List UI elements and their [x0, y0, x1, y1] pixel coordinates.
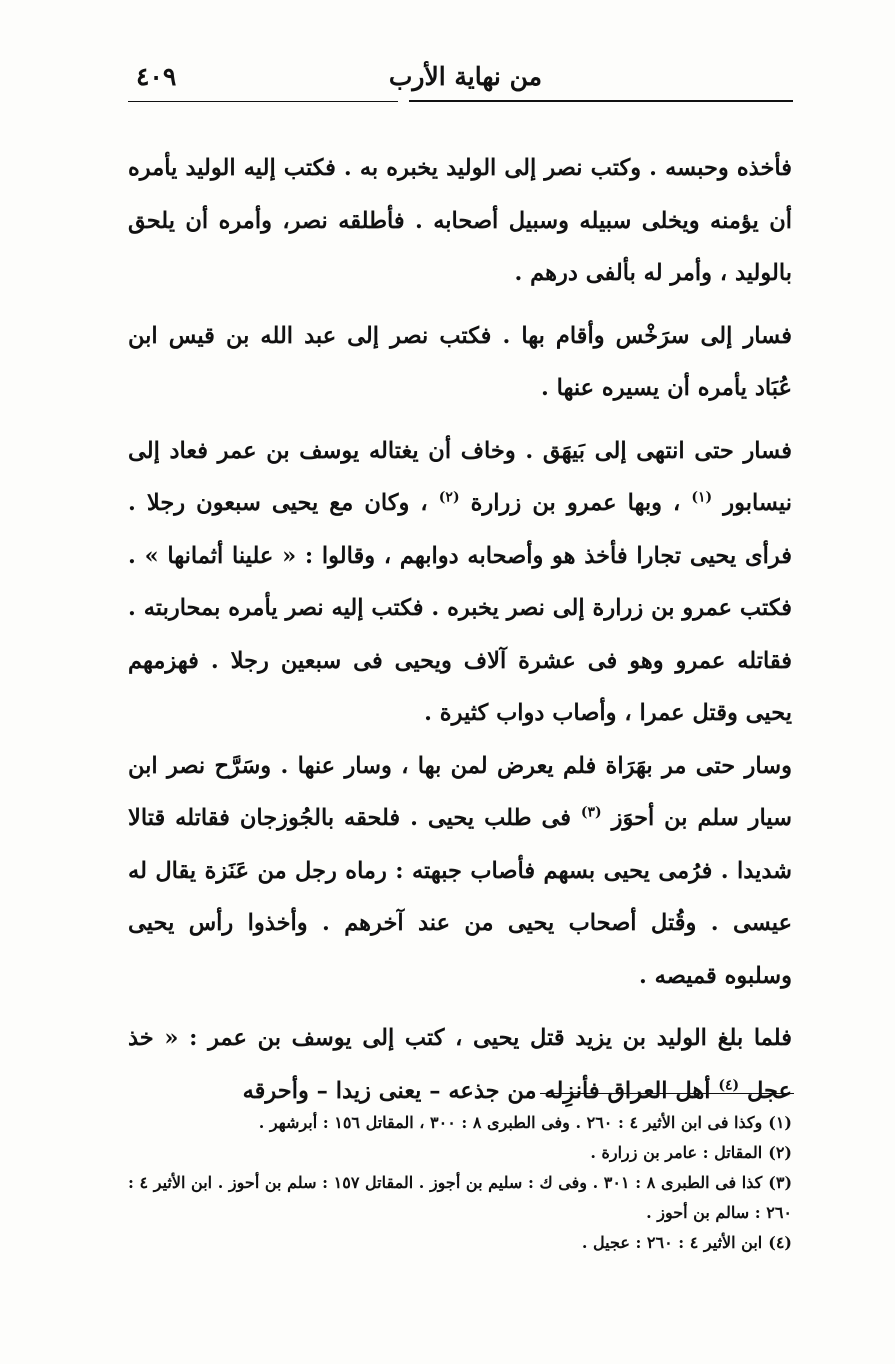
footnote-ref: (٢)	[438, 489, 460, 506]
footnote-mark: (٤)	[768, 1233, 792, 1252]
paragraph-text: فلما بلغ الوليد بن يزيد قتل يحيى ، كتب إلى يوسف بن عمر : « خذ عجل	[128, 1025, 792, 1104]
footnote-mark: (١)	[768, 1113, 792, 1132]
paragraph-text: وسار حتى مر بهَرَاة فلم يعرض لمن بها ، وسار عنها . وسَرَّح نصر ابن سيار سلم بن أحوَز	[128, 752, 792, 831]
paragraph	[128, 310, 792, 415]
page-header	[128, 62, 792, 96]
footnote-mark: (٣)	[768, 1173, 793, 1192]
paragraph-text: فأخذه وحبسه . وكتب نصر إلى الوليد يخبره به . فكتب إليه الوليد يأمره أن يؤمنه ويخلى سبيله وسبيل أصحابه . فأطلقه نصر، وأمره أن يلحق بالوليد ، وأمر له بألفى درهم .	[128, 155, 792, 286]
paragraph	[128, 1012, 792, 1117]
paragraph-text: فسار إلى سرَخْس وأقام بها . فكتب نصر إلى عبد الله بن قيس ابن عُبَاد يأمره أن يسيره عنها .	[128, 322, 792, 401]
footnote-ref: (١)	[691, 489, 713, 506]
footnote-mark: (٢)	[768, 1143, 792, 1162]
main-text	[128, 142, 792, 1117]
footnote-text: كذا فى الطبرى ٨ : ٣٠١ . وفى ك : سليم بن أجوز . المقاتل ١٥٧ : سلم بن أحوز . ابن الأثير ٤ : ٢٦٠ : سالم بن أحوز .	[128, 1173, 792, 1222]
footnote-separator	[540, 1093, 794, 1094]
footnotes	[128, 1108, 792, 1258]
footnote-text: المقاتل : عامر بن زرارة .	[590, 1143, 763, 1162]
paragraph-text: ، وكان مع يحيى سبعون رجلا . فرأى يحيى تجارا فأخذ هو وأصحابه دوابهم ، وقالوا : « علينا أثمانها » . فكتب عمرو بن زرارة إلى نصر يخبره . فكتب إليه نصر يأمره بمحاربته . فقاتله عمرو وهو فى عشرة آلاف ويحيى فى سبعين رجلا . فهزمهم يحيى وقتل عمرا ، وأصاب دواب كثيرة .	[128, 490, 792, 726]
footnote-ref: (٤)	[718, 1077, 740, 1093]
paragraph	[128, 425, 792, 740]
paragraph	[128, 142, 792, 300]
paragraph-text: فى طلب يحيى . فلحقه بالجُوزجان فقاتله قتالا شديدا . فرُمى يحيى بسهم فأصاب جبهته : رماه رجل من عَنَزة يقال له عيسى . وقُتل أصحاب يحيى من عند آخرهم . وأخذوا رأس يحيى وسلبوه قميصه .	[128, 805, 792, 989]
footnote	[128, 1168, 792, 1228]
footnote-text: ابن الأثير ٤ : ٢٦٠ : عجيل .	[581, 1233, 763, 1252]
page-number: ٤٠٩	[136, 62, 177, 91]
paragraph	[128, 740, 792, 1003]
footnote	[128, 1228, 792, 1258]
footnote-ref: (٣)	[580, 804, 602, 821]
running-title: من نهاية الأرب	[388, 62, 542, 91]
paragraph-text: أهل العراق فأنزِله من جذعه – يعنى زيدا – وأحرقه	[242, 1077, 711, 1104]
paragraph-text: ، وبها عمرو بن زرارة	[470, 490, 681, 516]
footnote	[128, 1108, 792, 1138]
header-rule	[409, 100, 793, 102]
paragraph-text: فسار حتى انتهى إلى بَيهَق . وخاف أن يغتاله يوسف بن عمر فعاد إلى نيسابور	[128, 437, 792, 516]
footnote	[128, 1138, 792, 1168]
footnote-text: وكذا فى ابن الأثير ٤ : ٢٦٠ . وفى الطبرى ٨ : ٣٠٠ ، المقاتل ١٥٦ : أبرشهر .	[258, 1113, 763, 1132]
header-rule-short	[128, 101, 398, 102]
